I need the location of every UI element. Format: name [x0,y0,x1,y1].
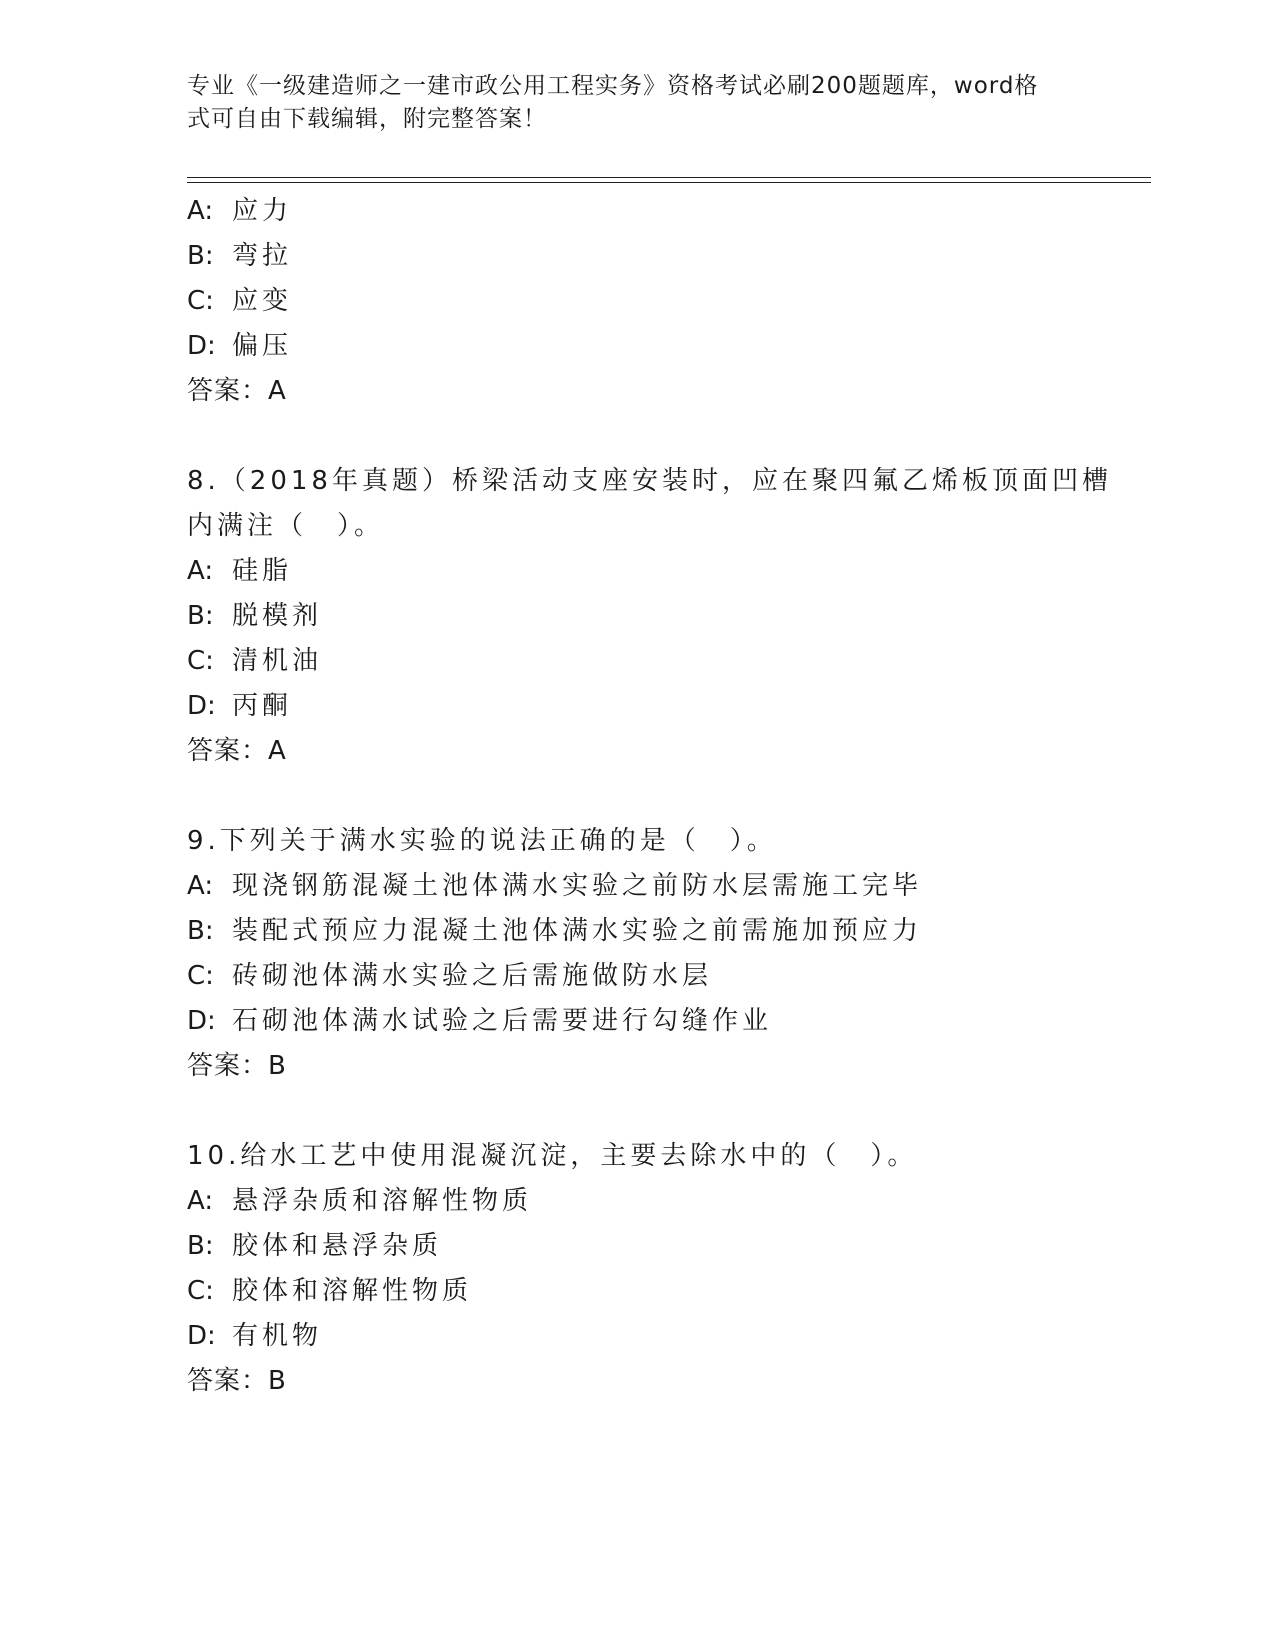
option-letter: A: [187,196,214,226]
q10-answer: 答案：B [187,1366,287,1396]
option-text: 有机物 [232,1321,323,1351]
option-letter: B: [187,916,214,946]
q7-option-b [187,239,292,273]
q7-option-a [187,194,292,228]
option-text: 胶体和悬浮杂质 [232,1231,443,1261]
q8-stem-line-2: 内满注（ ）。 [187,511,385,541]
option-letter: A: [187,1186,214,1216]
option-text: 应力 [232,196,293,226]
option-letter: C: [187,961,214,991]
q10-option-b [187,1229,442,1263]
option-text: 脱模剂 [232,601,323,631]
option-letter: D: [187,691,216,721]
option-text: 丙酮 [232,691,293,721]
option-text: 偏压 [232,331,293,361]
option-letter: B: [187,601,214,631]
q10-option-d [187,1319,322,1353]
q9-answer: 答案：B [187,1051,287,1081]
q7-option-d [187,329,292,363]
option-letter: C: [187,1276,214,1306]
q9-option-d [187,1004,772,1038]
q8-stem-line-1: 8.（2018年真题）桥梁活动支座安装时，应在聚四氟乙烯板顶面凹槽 [187,466,1112,496]
q8-answer: 答案：A [187,736,287,766]
option-letter: D: [187,331,216,361]
option-text: 应变 [232,286,293,316]
q8-option-d [187,689,292,723]
q9-option-c [187,959,712,993]
option-text: 胶体和溶解性物质 [232,1276,473,1306]
header-line-1: 专业《一级建造师之一建市政公用工程实务》资格考试必刷200题题库，word格 [187,73,1039,99]
q10-stem-line-1: 10.给水工艺中使用混凝沉淀，主要去除水中的（ ）。 [187,1141,918,1171]
option-letter: C: [187,646,214,676]
q9-stem-line-1: 9.下列关于满水实验的说法正确的是（ ）。 [187,826,777,856]
q8-option-b [187,599,322,633]
document-header [187,70,1087,136]
header-line-2: 式可自由下载编辑，附完整答案！ [187,106,547,132]
option-text: 悬浮杂质和溶解性物质 [232,1186,533,1216]
option-text: 装配式预应力混凝土池体满水实验之前需施加预应力 [232,916,923,946]
header-rule-bottom [187,182,1151,183]
option-letter: A: [187,556,214,586]
option-letter: B: [187,1231,214,1261]
option-text: 硅脂 [232,556,293,586]
q10-option-a [187,1184,532,1218]
option-text: 弯拉 [232,241,293,271]
option-letter: A: [187,871,214,901]
q9-option-a [187,869,922,903]
option-letter: C: [187,286,214,316]
option-letter: D: [187,1321,216,1351]
q7-option-c [187,284,292,318]
header-rule-top [187,177,1151,178]
q8-option-a [187,554,292,588]
q7-answer: 答案：A [187,376,287,406]
option-text: 砖砌池体满水实验之后需施做防水层 [232,961,713,991]
option-text: 清机油 [232,646,323,676]
option-text: 石砌池体满水试验之后需要进行勾缝作业 [232,1006,773,1036]
q10-option-c [187,1274,472,1308]
q9-option-b [187,914,922,948]
option-text: 现浇钢筋混凝土池体满水实验之前防水层需施工完毕 [232,871,923,901]
q8-option-c [187,644,322,678]
option-letter: B: [187,241,214,271]
option-letter: D: [187,1006,216,1036]
